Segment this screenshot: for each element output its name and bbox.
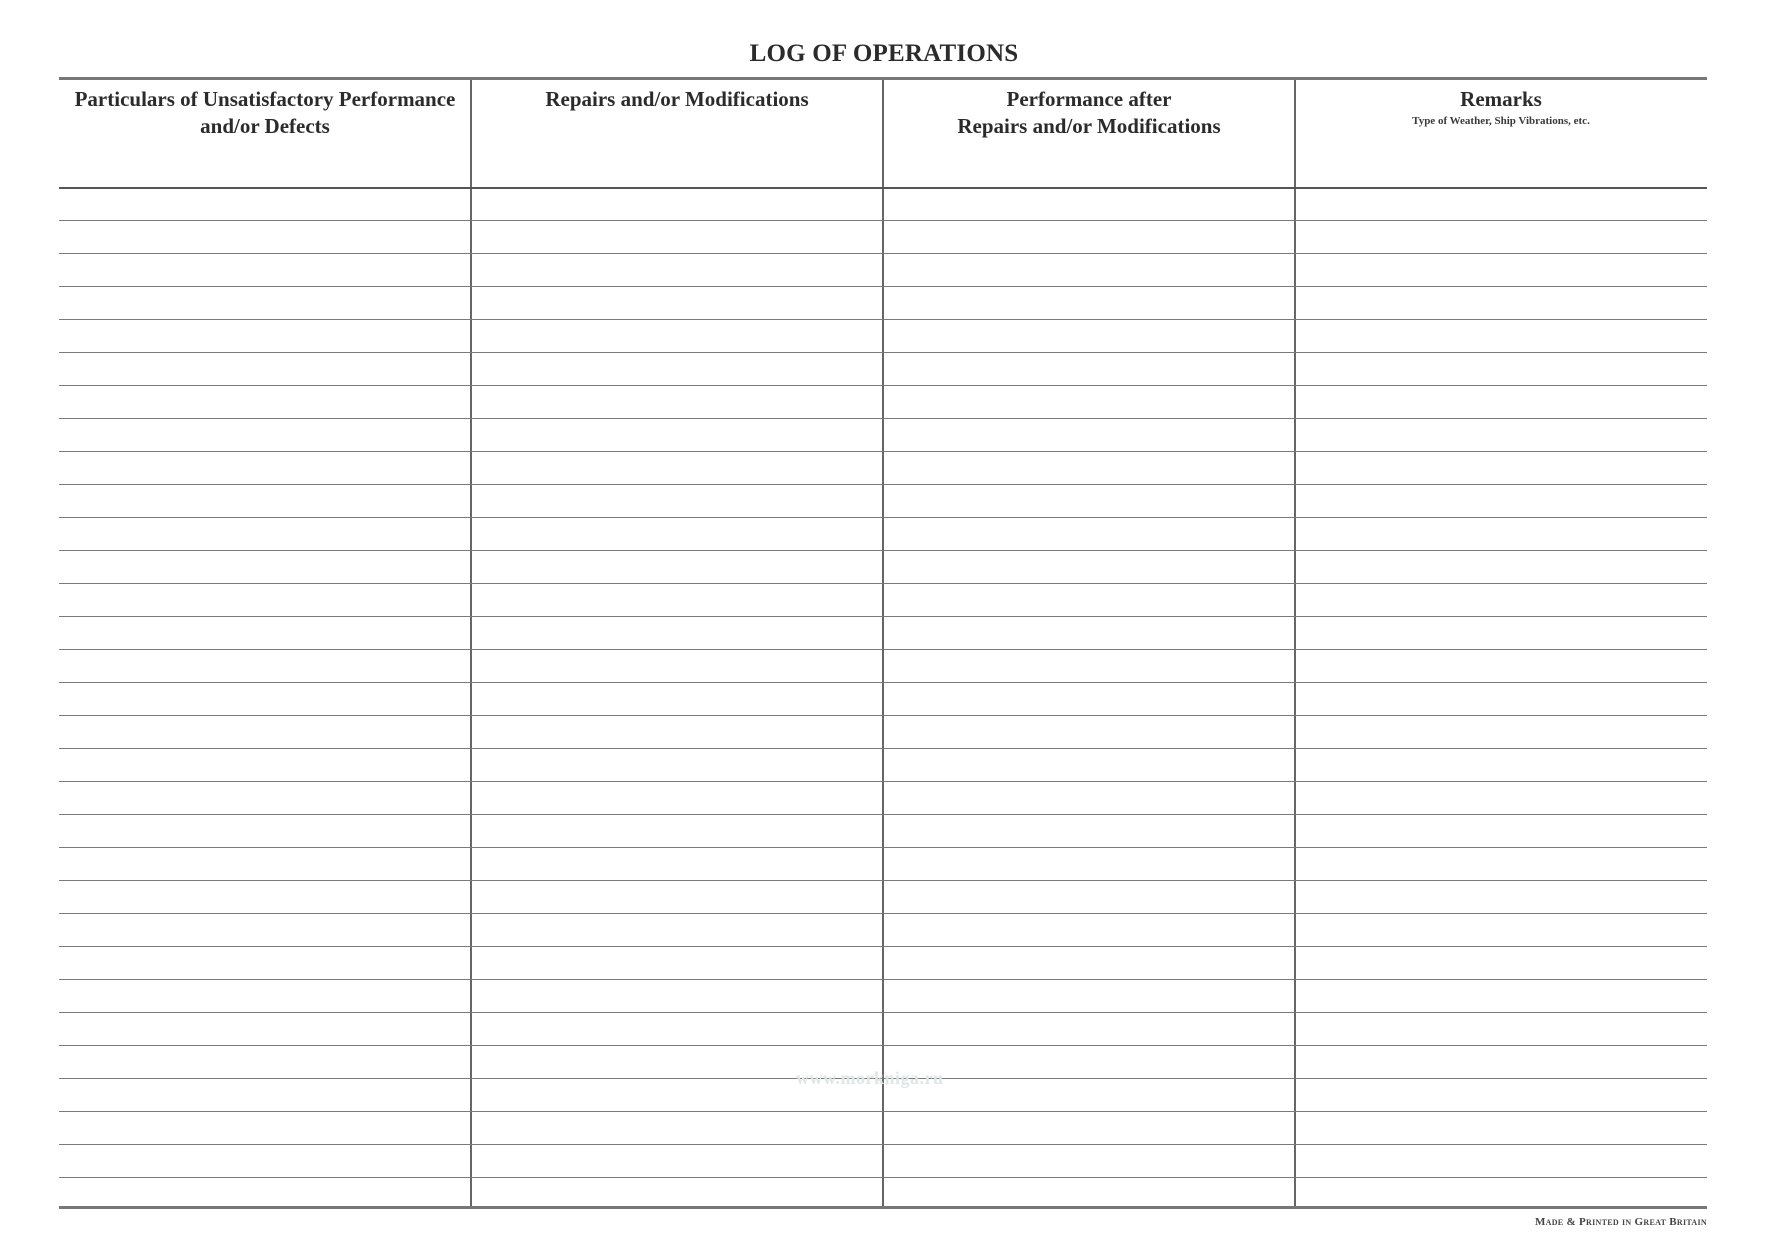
row-rule bbox=[59, 748, 1707, 749]
row-rule bbox=[59, 220, 1707, 221]
watermark: www.morkniga.ru bbox=[796, 1068, 944, 1088]
column-header-line: Repairs and/or Modifications bbox=[957, 114, 1221, 138]
row-rule bbox=[59, 253, 1707, 254]
row-rule bbox=[59, 1045, 1707, 1046]
column-divider bbox=[882, 80, 884, 1206]
row-rule bbox=[59, 583, 1707, 584]
column-divider bbox=[470, 80, 472, 1206]
row-rule bbox=[59, 1012, 1707, 1013]
row-rule bbox=[59, 814, 1707, 815]
column-header-performance-after bbox=[883, 80, 1295, 187]
column-header-line: Particulars of Unsatisfactory Performance bbox=[74, 87, 456, 111]
column-divider bbox=[1294, 80, 1296, 1206]
column-header-subtitle: Type of Weather, Ship Vibrations, etc. bbox=[1412, 115, 1590, 127]
row-rule bbox=[59, 319, 1707, 320]
row-rule bbox=[59, 1111, 1707, 1112]
row-rule bbox=[59, 550, 1707, 551]
page-title: LOG OF OPERATIONS bbox=[749, 40, 1019, 67]
row-rule bbox=[59, 913, 1707, 914]
row-rule bbox=[59, 1177, 1707, 1178]
column-header-line: Repairs and/or Modifications bbox=[545, 87, 809, 111]
row-rule bbox=[59, 946, 1707, 947]
row-rule bbox=[59, 1144, 1707, 1145]
row-rule bbox=[59, 682, 1707, 683]
row-rule bbox=[59, 484, 1707, 485]
column-header-line: and/or Defects bbox=[200, 114, 330, 138]
row-rule bbox=[59, 649, 1707, 650]
column-header-line: Performance after bbox=[1006, 87, 1172, 111]
column-header-remarks bbox=[1295, 80, 1707, 187]
row-rule bbox=[59, 352, 1707, 353]
log-table bbox=[59, 77, 1707, 1209]
row-rule bbox=[59, 187, 1707, 189]
row-rule bbox=[59, 517, 1707, 518]
row-rule bbox=[59, 979, 1707, 980]
row-rule bbox=[59, 880, 1707, 881]
row-rule bbox=[59, 616, 1707, 617]
column-header-repairs bbox=[471, 80, 883, 187]
row-rule bbox=[59, 715, 1707, 716]
row-rule bbox=[59, 385, 1707, 386]
row-rule bbox=[59, 418, 1707, 419]
row-rule bbox=[59, 286, 1707, 287]
column-header-particulars bbox=[59, 80, 471, 187]
row-rule bbox=[59, 781, 1707, 782]
footer-note: Made & Printed in Great Britain bbox=[1534, 1216, 1707, 1228]
row-rule bbox=[59, 847, 1707, 848]
column-header-line: Remarks bbox=[1460, 87, 1542, 111]
row-rule bbox=[59, 451, 1707, 452]
